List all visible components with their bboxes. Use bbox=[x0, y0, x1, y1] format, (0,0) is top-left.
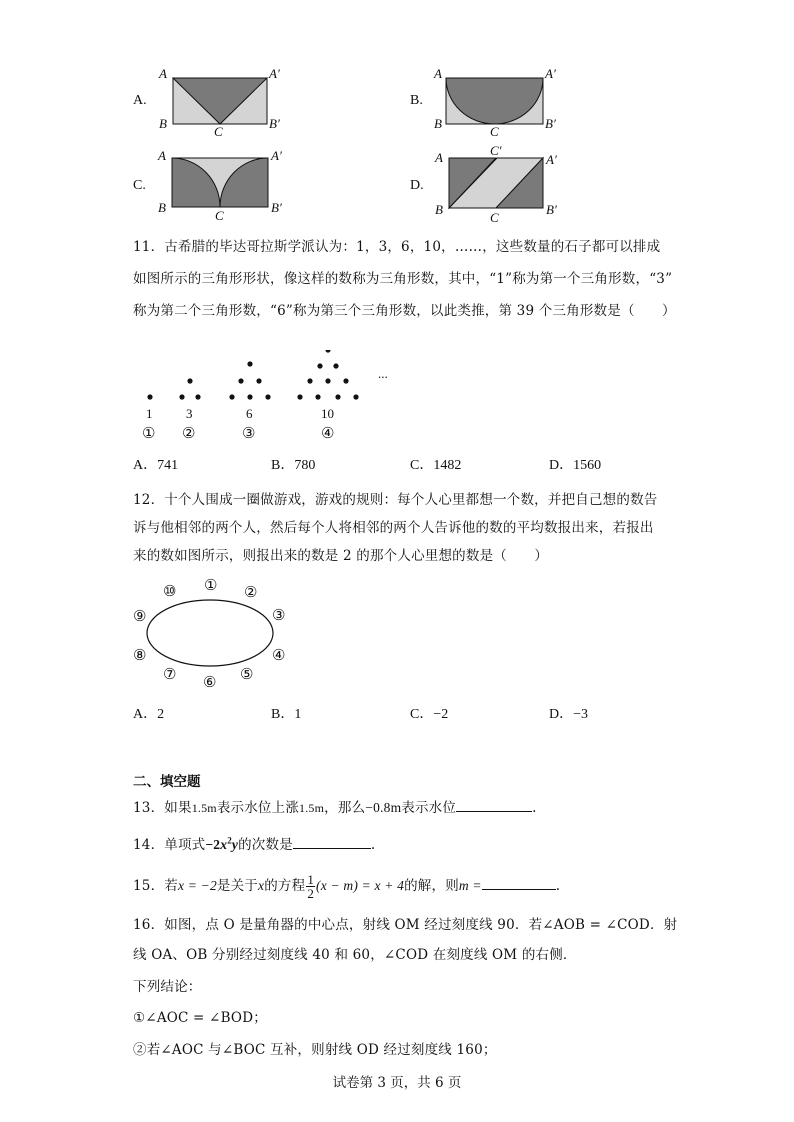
tri-index-2: ② bbox=[182, 426, 196, 442]
q16-line-2: 线 OA、OB 分别经过刻度线 40 和 60，∠COD 在刻度线 OM 的右侧． bbox=[133, 947, 577, 963]
label-c: C bbox=[215, 208, 224, 223]
label-a-prime: A′ bbox=[546, 152, 557, 167]
label-a: A bbox=[158, 148, 166, 163]
figure-option-a bbox=[153, 64, 293, 140]
tri-number-3: 3 bbox=[186, 406, 193, 421]
person-6: ⑥ bbox=[203, 675, 217, 690]
person-1: ① bbox=[204, 578, 218, 594]
label-a-prime: A′ bbox=[545, 66, 556, 81]
tri-number-10: 10 bbox=[321, 406, 334, 421]
person-5: ⑤ bbox=[240, 667, 254, 683]
q12-line-2: 诉与他相邻的两个人，然后每个人将相邻的两个人告诉他的数的平均数报出来，若报出 bbox=[133, 520, 654, 536]
person-7: ⑦ bbox=[163, 667, 177, 683]
label-a: A bbox=[159, 66, 167, 81]
label-b-prime: B′ bbox=[269, 116, 280, 131]
q12-choice-d[interactable]: D．−3 bbox=[549, 707, 589, 722]
section-heading: 二、填空题 bbox=[133, 774, 201, 790]
label-a-prime: A′ bbox=[269, 66, 280, 81]
tri-index-1: ① bbox=[142, 426, 156, 442]
tri-number-1: 1 bbox=[146, 406, 153, 421]
q12-line-1: 12．十个人围成一圈做游戏，游戏的规则：每个人心里都想一个数，并把自己想的数告 bbox=[133, 492, 658, 508]
option-d-letter: D. bbox=[410, 178, 424, 193]
label-a: A bbox=[435, 150, 443, 165]
q16-line-5: ②若∠AOC 与∠BOC 互补，则射线 OD 经过刻度线 160； bbox=[133, 1042, 497, 1058]
option-b-letter: B. bbox=[410, 93, 423, 108]
label-b: B bbox=[158, 200, 166, 215]
q16-line-4: ①∠AOC = ∠BOD； bbox=[133, 1010, 267, 1026]
q16-line-1: 16．如图，点 O 是量角器的中心点，射线 OM 经过刻度线 90．若∠AOB = ∠COD．射 bbox=[133, 917, 678, 933]
q13: 13．如果1.5m表示水位上涨1.5m，那么−0.8m表示水位 . bbox=[133, 800, 537, 816]
label-c: C bbox=[214, 124, 223, 139]
label-b: B bbox=[434, 116, 442, 131]
triangular-numbers-figure bbox=[133, 350, 403, 445]
q16-line-3: 下列结论： bbox=[133, 979, 202, 995]
person-10: ⑩ bbox=[163, 584, 177, 600]
tri-index-3: ③ bbox=[242, 426, 256, 442]
label-b-prime: B′ bbox=[271, 200, 282, 215]
q12-line-3: 来的数如图所示，则报出来的数是 2 的那个人心里想的数是（ ） bbox=[133, 548, 549, 564]
q14: 14．单项式$-2x^2y$的次数是 . bbox=[133, 835, 376, 853]
person-9: ⑨ bbox=[133, 609, 147, 625]
figure-option-c bbox=[153, 148, 293, 224]
q11-choice-c[interactable]: C．1482 bbox=[410, 458, 462, 473]
person-3: ③ bbox=[272, 608, 286, 624]
fraction: $\frac{1}{2}$ bbox=[307, 872, 315, 901]
label-b-prime: B′ bbox=[546, 202, 557, 217]
label-b: B bbox=[159, 116, 167, 131]
q11-choice-b[interactable]: B．780 bbox=[271, 458, 316, 473]
label-b: B bbox=[435, 202, 443, 217]
figure-option-b bbox=[430, 64, 570, 140]
q11-choice-d[interactable]: D．1560 bbox=[549, 458, 602, 473]
tri-index-4: ④ bbox=[321, 426, 335, 442]
person-2: ② bbox=[244, 585, 258, 601]
q11-line-2: 如图所示的三角形形状，像这样的数称为三角形数，其中，“1”称为第一个三角形数，“3” bbox=[133, 271, 673, 287]
q13-answer-blank[interactable] bbox=[456, 798, 532, 812]
q12-choice-b[interactable]: B．1 bbox=[271, 707, 302, 722]
page-footer: 试卷第 3 页，共 6 页 bbox=[332, 1075, 462, 1091]
circle-game-figure bbox=[130, 575, 300, 690]
q14-answer-blank[interactable] bbox=[293, 835, 371, 849]
q11-line-3: 称为第二个三角形数，“6”称为第三个三角形数，以此类推，第 39 个三角形数是（ ） bbox=[133, 303, 676, 319]
person-4: ④ bbox=[272, 648, 286, 664]
option-a-letter: A. bbox=[133, 93, 147, 108]
q11-choice-a[interactable]: A．741 bbox=[133, 458, 179, 473]
q11-line-1: 11．古希腊的毕达哥拉斯学派认为：1，3，6，10，……，这些数量的石子都可以排成 bbox=[133, 239, 661, 255]
q12-choice-c[interactable]: C．−2 bbox=[410, 707, 449, 722]
label-c-prime: C′ bbox=[490, 143, 502, 158]
label-c: C bbox=[490, 124, 499, 139]
label-c: C bbox=[490, 210, 499, 224]
ellipsis: ... bbox=[378, 366, 388, 381]
label-a-prime: A′ bbox=[271, 148, 282, 163]
label-a: A bbox=[434, 66, 442, 81]
label-b-prime: B′ bbox=[545, 116, 556, 131]
figure-option-d bbox=[430, 142, 570, 224]
option-c-letter: C. bbox=[133, 178, 146, 193]
q15: 15．若x = −2是关于x的方程 $\frac{1}{2}$ (x − m) = x + 4的解，则m = . bbox=[133, 872, 561, 901]
q12-choice-a[interactable]: A．2 bbox=[133, 707, 165, 722]
tri-number-6: 6 bbox=[246, 406, 253, 421]
q15-answer-blank[interactable] bbox=[482, 876, 556, 890]
person-8: ⑧ bbox=[133, 648, 147, 664]
